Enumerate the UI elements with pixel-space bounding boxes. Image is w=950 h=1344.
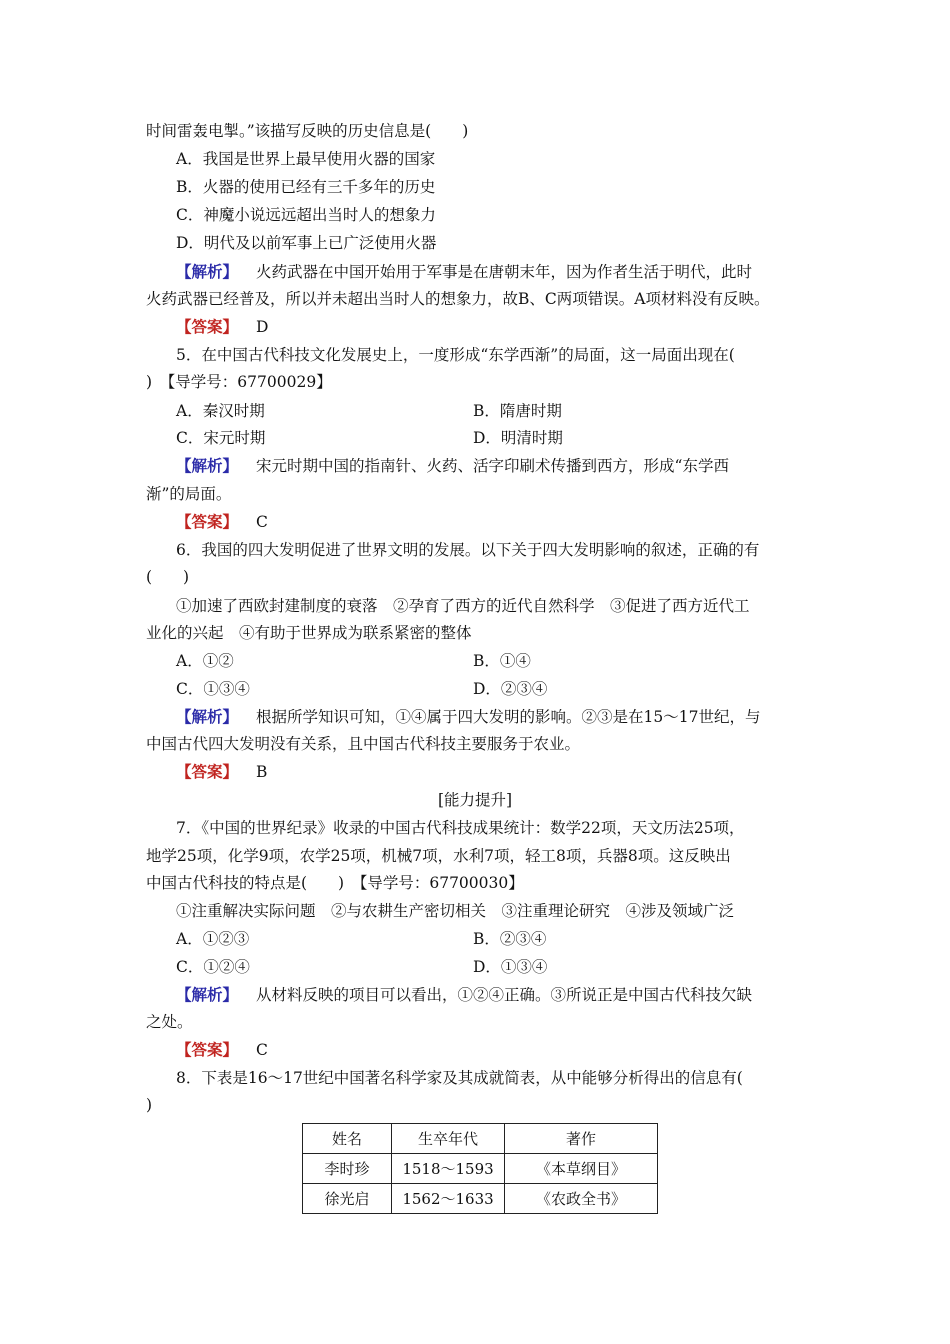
q5-answer <box>176 511 268 533</box>
q5-stem-cont: ) 【导学号：67700029】 <box>146 373 332 391</box>
answer-tag: 【答案】 <box>176 762 239 781</box>
table-cell: 徐光启 <box>303 1184 392 1214</box>
analysis-tag: 【解析】 <box>176 707 239 726</box>
q6-option-b: B．①④ <box>473 652 531 670</box>
q6-option-d: D．②③④ <box>473 680 548 698</box>
table-header-cell: 姓名 <box>303 1124 392 1154</box>
table-cell: 《本草纲目》 <box>505 1154 658 1184</box>
answer-value: D <box>256 318 269 336</box>
answer-value: C <box>256 1041 268 1059</box>
answer-value: C <box>256 513 268 531</box>
q7-analysis <box>176 984 752 1006</box>
answer-value: B <box>256 763 268 781</box>
table-row <box>303 1184 658 1214</box>
section-title: [能力提升] <box>437 791 513 809</box>
q7-option-a: A．①②③ <box>176 930 250 948</box>
analysis-text: 从材料反映的项目可以看出，①②④正确。③所说正是中国古代科技欠缺 <box>256 986 753 1004</box>
answer-tag: 【答案】 <box>176 317 239 336</box>
q4-analysis <box>176 261 752 283</box>
q6-analysis <box>176 706 760 728</box>
q7-stem: 7．《中国的世界纪录》收录的中国古代科技成果统计：数学22项，天文历法25项， <box>176 819 745 837</box>
q4-stem-tail: 时间雷轰电掣。”该描写反映的历史信息是( ) <box>146 122 469 140</box>
q5-option-a: A．秦汉时期 <box>176 402 265 420</box>
analysis-tag: 【解析】 <box>176 985 239 1004</box>
q5-analysis-cont: 渐”的局面。 <box>146 485 232 503</box>
analysis-tag: 【解析】 <box>176 262 239 281</box>
q8-stem: 8．下表是16～17世纪中国著名科学家及其成就简表，从中能够分析得出的信息有( <box>176 1069 743 1087</box>
q5-option-b: B．隋唐时期 <box>473 402 562 420</box>
table-row <box>303 1154 658 1184</box>
q7-items: ①注重解决实际问题 ②与农耕生产密切相关 ③注重理论研究 ④涉及领域广泛 <box>176 902 735 920</box>
table-header-cell: 生卒年代 <box>392 1124 505 1154</box>
table-cell: 1518～1593 <box>392 1154 505 1184</box>
q7-option-c: C．①②④ <box>176 958 250 976</box>
q8-stem-cont: ) <box>146 1096 153 1114</box>
q6-option-c: C．①③④ <box>176 680 250 698</box>
analysis-tag: 【解析】 <box>176 456 239 475</box>
q4-option-b: B．火器的使用已经有三千多年的历史 <box>176 178 436 196</box>
q6-answer <box>176 761 267 783</box>
analysis-text: 火药武器在中国开始用于军事是在唐朝末年，因为作者生活于明代，此时 <box>256 263 753 281</box>
q4-option-d: D．明代及以前军事上已广泛使用火器 <box>176 234 437 252</box>
q7-stem-cont-2: 中国古代科技的特点是( ) 【导学号：67700030】 <box>146 874 524 892</box>
table-header-row <box>303 1124 658 1154</box>
analysis-text: 根据所学知识可知，①④属于四大发明的影响。②③是在15～17世纪，与 <box>256 708 761 726</box>
table-header-cell: 著作 <box>505 1124 658 1154</box>
q7-stem-cont-1: 地学25项，化学9项，农学25项，机械7项，水利7项，轻工8项，兵器8项。这反映出 <box>146 847 731 865</box>
q6-items-cont: 业化的兴起 ④有助于世界成为联系紧密的整体 <box>146 624 472 642</box>
q4-option-c: C．神魔小说远远超出当时人的想象力 <box>176 206 436 224</box>
scientists-table <box>302 1123 658 1214</box>
q5-analysis <box>176 455 729 477</box>
answer-tag: 【答案】 <box>176 1040 239 1059</box>
q7-option-b: B．②③④ <box>473 930 547 948</box>
q6-stem: 6．我国的四大发明促进了世界文明的发展。以下关于四大发明影响的叙述，正确的有 <box>176 541 760 559</box>
answer-tag: 【答案】 <box>176 512 239 531</box>
q6-items: ①加速了西欧封建制度的衰落 ②孕育了西方的近代自然科学 ③促进了西方近代工 <box>176 597 750 615</box>
q5-option-d: D．明清时期 <box>473 429 563 447</box>
q6-stem-cont: ( ) <box>146 568 190 586</box>
q6-option-a: A．①② <box>176 652 234 670</box>
q7-answer <box>176 1039 268 1061</box>
q4-answer <box>176 316 268 338</box>
q6-analysis-cont: 中国古代四大发明没有关系，且中国古代科技主要服务于农业。 <box>146 735 581 753</box>
table-cell: 《农政全书》 <box>505 1184 658 1214</box>
q4-analysis-cont: 火药武器已经普及，所以并未超出当时人的想象力，故B、C两项错误。A项材料没有反映。 <box>146 290 770 308</box>
q5-option-c: C．宋元时期 <box>176 429 266 447</box>
table-cell: 1562～1633 <box>392 1184 505 1214</box>
q5-stem: 5．在中国古代科技文化发展史上，一度形成“东学西渐”的局面，这一局面出现在( <box>176 346 735 364</box>
q7-option-d: D．①③④ <box>473 958 548 976</box>
q4-option-a: A．我国是世界上最早使用火器的国家 <box>176 150 436 168</box>
q7-analysis-cont: 之处。 <box>146 1013 193 1031</box>
analysis-text: 宋元时期中国的指南针、火药、活字印刷术传播到西方，形成“东学西 <box>256 457 729 475</box>
table-cell: 李时珍 <box>303 1154 392 1184</box>
